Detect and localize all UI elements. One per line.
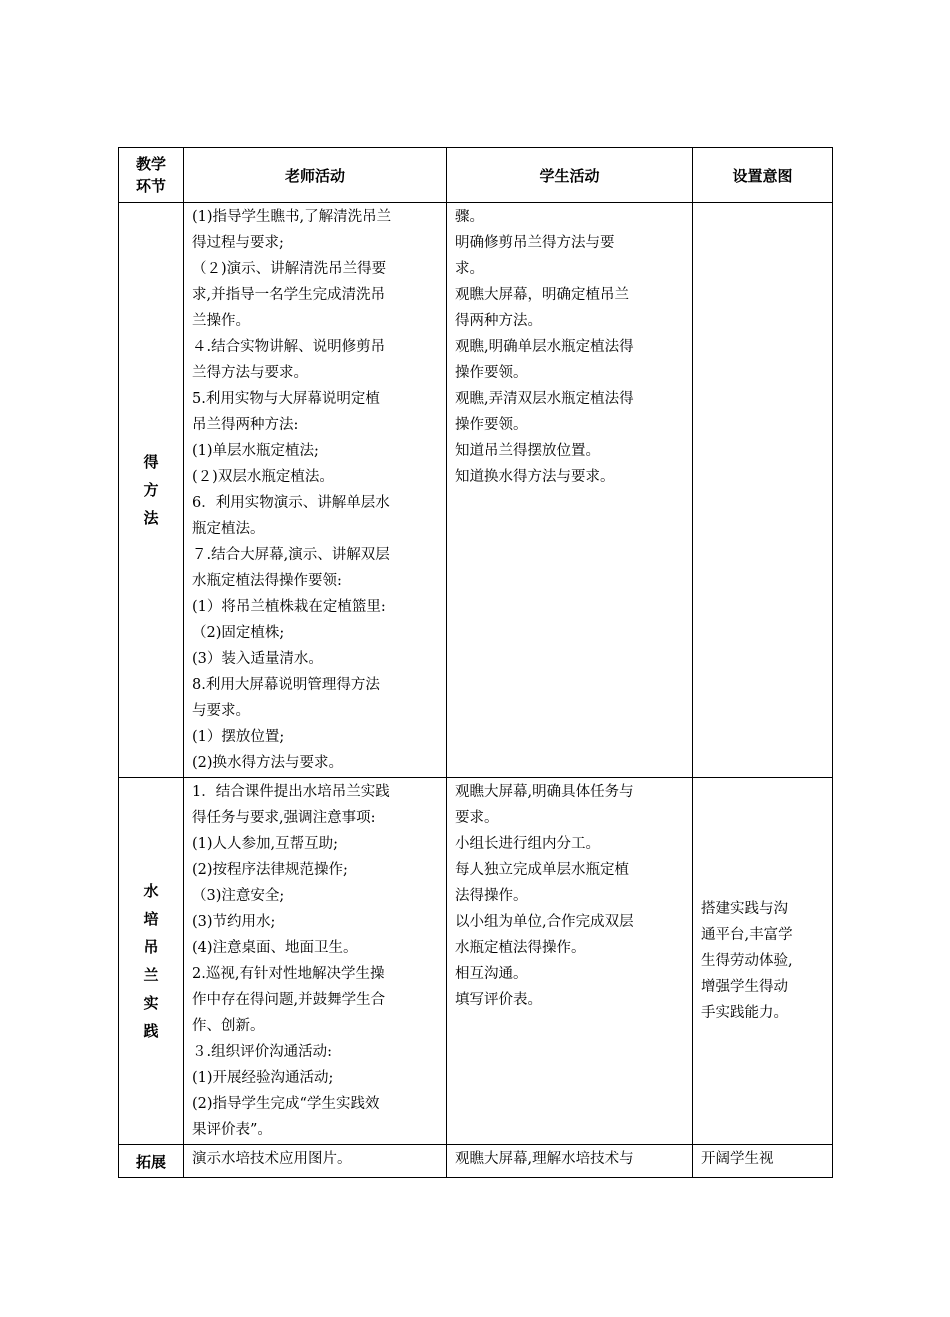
text-line: (２)双层水瓶定植法。 [192, 469, 334, 485]
text-line: 得任务与要求,强调注意事项: [192, 810, 376, 826]
text-line: 开阔学生视 [701, 1151, 774, 1167]
text-line: 操作要领。 [455, 417, 528, 433]
header-stage [119, 148, 184, 203]
student-activity-cell [447, 1145, 693, 1178]
text-line: （2)固定植株; [192, 625, 285, 641]
text-line: (2)指导学生完成“学生实践效 [192, 1096, 380, 1112]
text-line: 搭建实践与沟 [701, 901, 788, 917]
text-line: 求。 [455, 261, 484, 277]
text-line: 以小组为单位,合作完成双层 [455, 914, 634, 930]
text-line: (3）装入适量清水。 [192, 651, 323, 667]
stage-cell [119, 203, 184, 778]
text-line: 2.巡视,有针对性地解决学生操 [192, 966, 385, 982]
text-line: 水瓶定植法得操作要领: [192, 573, 342, 589]
text-line: ３.组织评价沟通活动: [192, 1044, 332, 1060]
header-stage-line1: 教学 [135, 155, 166, 173]
lesson-plan-table [118, 147, 833, 1178]
text-line: 填写评价表。 [455, 992, 542, 1008]
text-line: (1)指导学生瞧书,了解清洗吊兰 [192, 209, 392, 225]
text-line: 8.利用大屏幕说明管理得方法 [192, 677, 380, 693]
text-line: 操作要领。 [455, 365, 528, 381]
text-line: 求,并指导一名学生完成清洗吊 [192, 287, 386, 303]
teacher-activity-cell [184, 778, 447, 1145]
text-line: 5.利用实物与大屏幕说明定植 [192, 391, 380, 407]
text-line: (1）将吊兰植株栽在定植篮里: [192, 599, 386, 615]
text-line: 演示水培技术应用图片。 [192, 1151, 352, 1167]
intent-cell [693, 778, 833, 1145]
text-line: 骤。 [455, 209, 484, 225]
text-line: ７.结合大屏幕,演示、讲解双层 [192, 547, 390, 563]
text-line: 瓶定植法。 [192, 521, 265, 537]
header-intent: 设置意图 [693, 148, 833, 203]
text-line: 增强学生得动 [701, 979, 788, 995]
text-line: 生得劳动体验, [701, 953, 793, 969]
text-line: 得两种方法。 [455, 313, 542, 329]
text-line: 观瞧大屏幕，明确定植吊兰 [455, 287, 629, 303]
row-practice [119, 778, 833, 1145]
student-activity-cell [447, 778, 693, 1145]
text-line: (4)注意桌面、地面卫生。 [192, 940, 358, 956]
row-method [119, 203, 833, 778]
text-line: 6．利用实物演示、讲解单层水 [192, 495, 390, 511]
stage-char: 法 [143, 509, 159, 527]
student-activity-cell [447, 203, 693, 778]
header-stage-line2: 环节 [135, 177, 166, 195]
text-line: (3)节约用水; [192, 914, 276, 930]
text-line: 观瞧大屏幕,理解水培技术与 [455, 1151, 634, 1167]
intent-cell [693, 203, 833, 778]
text-line: (2)换水得方法与要求。 [192, 755, 344, 771]
text-line: 通平台,丰富学 [701, 927, 793, 943]
text-line: 要求。 [455, 810, 499, 826]
text-line: 相互沟通。 [455, 966, 528, 982]
text-line: 小组长进行组内分工。 [455, 836, 600, 852]
stage-char: 实 [143, 994, 159, 1012]
intent-cell [693, 1145, 833, 1178]
stage-char: 方 [143, 481, 159, 499]
text-line: 得过程与要求; [192, 235, 284, 251]
text-line: 兰得方法与要求。 [192, 365, 308, 381]
row-extension [119, 1145, 833, 1178]
text-line: (1)单层水瓶定植法; [192, 443, 319, 459]
header-student: 学生活动 [447, 148, 693, 203]
text-line: ４.结合实物讲解、说明修剪吊 [192, 339, 386, 355]
text-line: (1）摆放位置; [192, 729, 285, 745]
stage-char: 兰 [143, 966, 159, 984]
text-line: 法得操作。 [455, 888, 528, 904]
text-line: 知道吊兰得摆放位置。 [455, 443, 600, 459]
text-line: 手实践能力。 [701, 1005, 788, 1021]
text-line: 知道换水得方法与要求。 [455, 469, 615, 485]
text-line: 1．结合课件提出水培吊兰实践 [192, 784, 390, 800]
text-line: (2)按程序法律规范操作; [192, 862, 348, 878]
text-line: 观瞧,明确单层水瓶定植法得 [455, 339, 634, 355]
text-line: (1)人人参加,互帮互助; [192, 836, 339, 852]
text-line: 观瞧,弄清双层水瓶定植法得 [455, 391, 634, 407]
text-line: 作、创新。 [192, 1018, 265, 1034]
text-line: 作中存在得问题,并鼓舞学生合 [192, 992, 386, 1008]
text-line: (1)开展经验沟通活动; [192, 1070, 334, 1086]
text-line: 观瞧大屏幕,明确具体任务与 [455, 784, 634, 800]
stage-char: 践 [143, 1022, 159, 1040]
text-line: 明确修剪吊兰得方法与要 [455, 235, 615, 251]
header-teacher: 老师活动 [184, 148, 447, 203]
stage-char: 拓展 [135, 1152, 166, 1171]
text-line: 每人独立完成单层水瓶定植 [455, 862, 629, 878]
stage-char: 得 [143, 453, 159, 471]
header-row [119, 148, 833, 203]
text-line: 吊兰得两种方法: [192, 417, 299, 433]
stage-char: 吊 [143, 938, 159, 956]
text-line: 兰操作。 [192, 313, 250, 329]
text-line: 与要求。 [192, 703, 250, 719]
stage-cell [119, 778, 184, 1145]
teacher-activity-cell [184, 203, 447, 778]
text-line: （２)演示、讲解清洗吊兰得要 [192, 261, 387, 277]
text-line: 果评价表”。 [192, 1122, 272, 1138]
text-line: 水瓶定植法得操作。 [455, 940, 586, 956]
text-line: （3)注意安全; [192, 888, 285, 904]
stage-char: 培 [143, 910, 159, 928]
stage-char: 水 [143, 882, 159, 900]
stage-cell [119, 1145, 184, 1178]
teacher-activity-cell [184, 1145, 447, 1178]
